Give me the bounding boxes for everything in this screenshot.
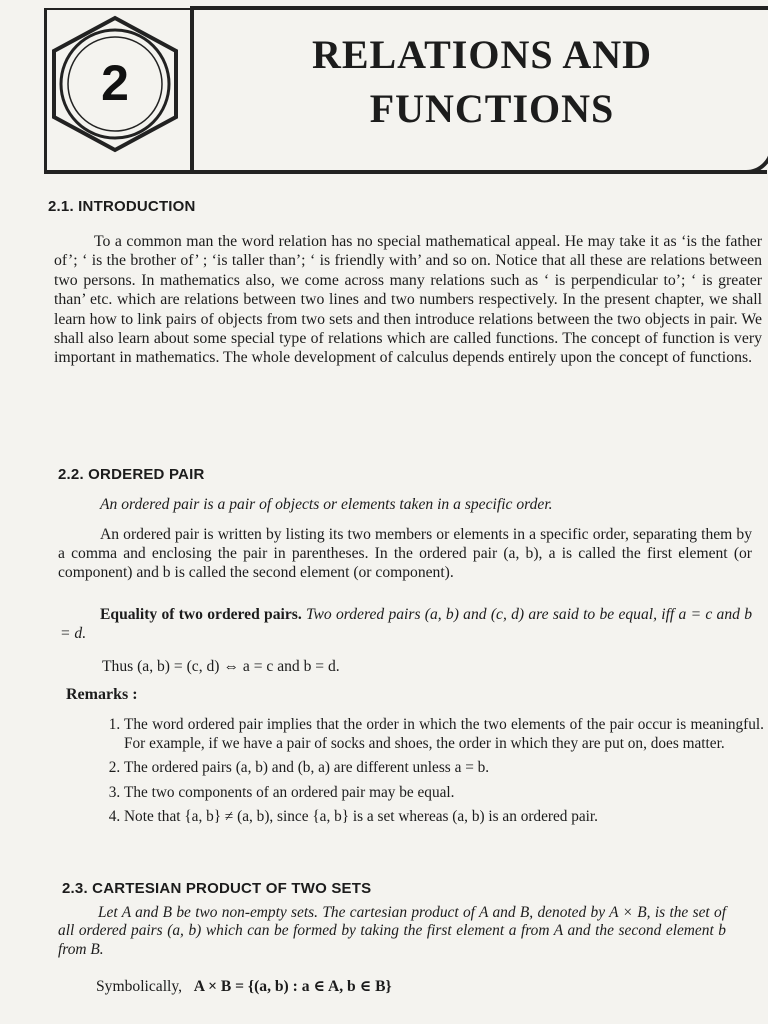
equality-paragraph [60,606,752,644]
equality-formula: Thus (a, b) = (c, d) ⇔ a = c and b = d. [102,658,340,675]
chapter-title-line2: FUNCTIONS [369,86,615,131]
ordered-pair-description: An ordered pair is written by listing its two members or elements in a specific order, separating them by a comma and enclosing the pair in parentheses. In the ordered pair (a, b), a is called the first element (or component) and b is called the second element (or component). [58,526,752,581]
remarks-heading: Remarks : [66,686,138,703]
ordered-pair-definition: An ordered pair is a pair of objects or elements taken in a specific order. [100,496,553,513]
chapter-title [194,28,768,136]
chapter-title-box [190,6,768,174]
chapter-badge [48,14,182,154]
cartesian-paragraph: Let A and B be two non-empty sets. The cartesian product of A and B, denoted by A × B, is the set of all ordered pairs (a, b) which can be formed by taking the first element a from A and the second element b from B. [58,904,726,958]
introduction-paragraph: To a common man the word relation has no special mathematical appeal. He may take it as ‘is the father of’; ‘ is the brother of’ ; ‘is taller than’; ‘ is friendly with’ and so on. Notice that all these are relations between two persons. In mathematics also, we come across many relations such as ‘ is perpendicular to’; ‘ is greater than’ etc. which are relations between two lines and two numbers respectively. In the present chapter, we shall learn how to link pairs of objects from two sets and then introduce relations between the two objects in pair. We shall also learn about some special type of relations which are called functions. The concept of function is very important in mathematics. The whole development of calculus depends entirely upon the concept of functions. [54,233,762,367]
section-heading-introduction: 2.1. INTRODUCTION [48,198,196,215]
remark-item: 4. Note that {a, b} ≠ (a, b), since {a, b} is a set whereas (a, b) is an ordered pair. [124,808,764,827]
section-heading-ordered-pair: 2.2. ORDERED PAIR [58,466,205,483]
remarks-list [102,716,764,833]
chapter-number: 2 [101,55,129,111]
section-heading-cartesian-product: 2.3. CARTESIAN PRODUCT OF TWO SETS [62,880,372,897]
chapter-title-line1: RELATIONS AND [311,32,653,77]
symbolically-label: Symbolically, [96,978,183,995]
cartesian-symbolic [96,976,392,996]
equality-text: Two ordered pairs (a, b) and (c, d) are said to be equal, iff a = c and b = d. [60,606,752,642]
remark-item: 1. The word ordered pair implies that the order in which the two elements of the pair occur is meaningful. For example, if we have a pair of socks and shoes, the order in which they are put on, does matter. [124,716,764,753]
equality-label: Equality of two ordered pairs. [100,606,302,623]
remark-item: 3. The two components of an ordered pair may be equal. [124,784,764,803]
cartesian-formula: A × B = {(a, b) : a ∈ A, b ∈ B} [193,978,392,995]
remark-item: 2. The ordered pairs (a, b) and (b, a) are different unless a = b. [124,759,764,778]
